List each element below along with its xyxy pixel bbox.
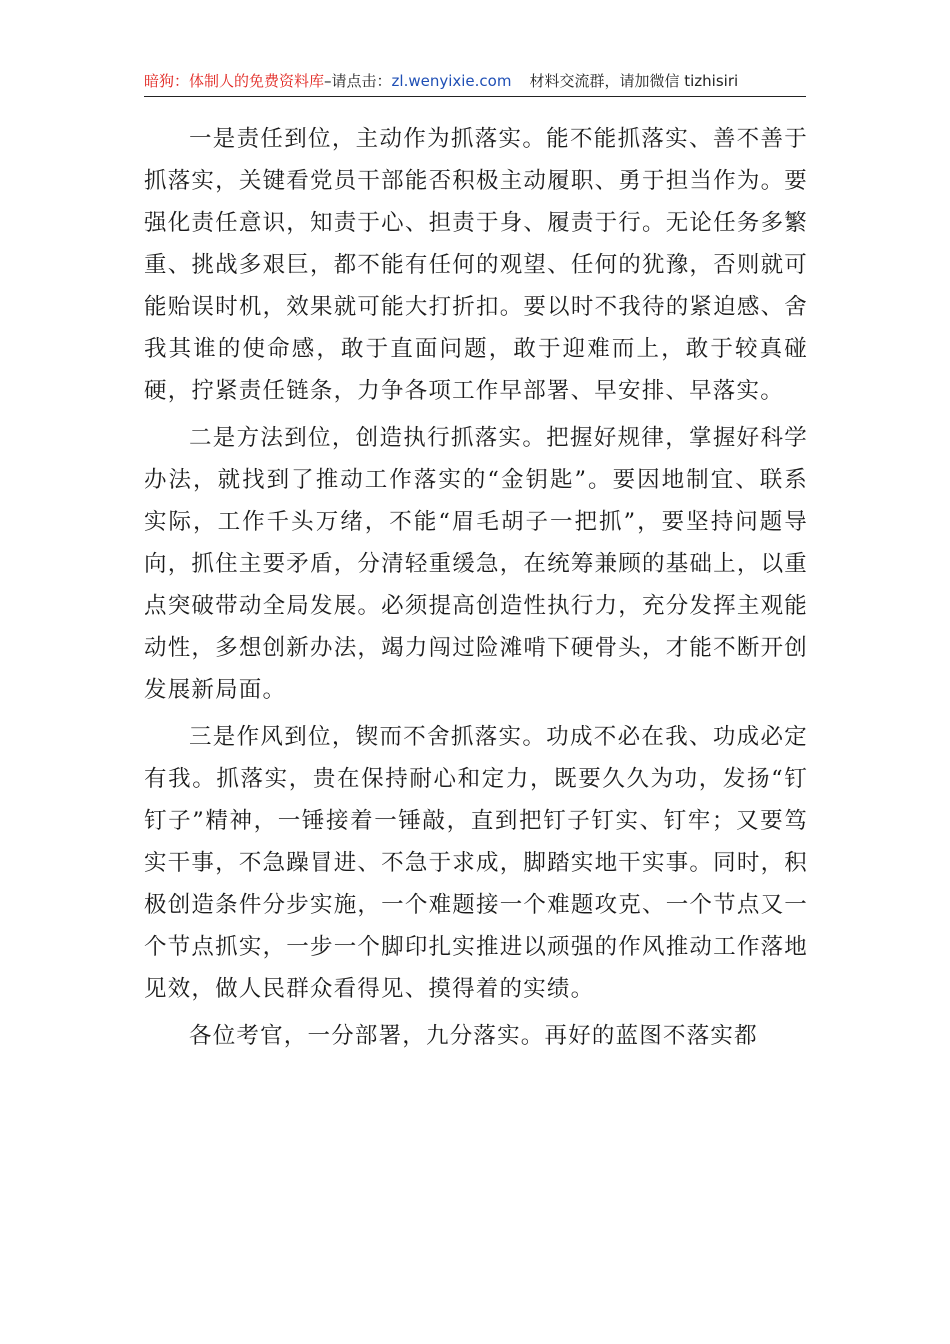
header-contact: 材料交流群，请加微信 tizhisiri: [529, 72, 739, 90]
paragraph: 各位考官，一分部署，九分落实。再好的蓝图不落实都: [189, 1023, 758, 1049]
paragraph: 一是责任到位，主动作为抓落实。能不能抓落实、善不善于抓落实，关键看党员干部能否积极主动履职、勇于担当作为。要强化责任意识，知责于心、担责于身、履责于行。无论任务多繁重、挑战多艰巨，都不能有任何的观望、任何的犹豫，否则就可能贻误时机，效果就可能大打折扣。要以时不我待的紧迫感、舍我其谁的使命感，敢于直面问题，敢于迎难而上，敢于较真碰硬，拧紧责任链条，力争各项工作早部署、早安排、早落实。: [144, 126, 808, 404]
page-header: [144, 66, 806, 97]
header-brand: 暗狗：体制人的免费资料库: [144, 72, 325, 90]
paragraph: 二是方法到位，创造执行抓落实。把握好规律，掌握好科学办法，就找到了推动工作落实的“金钥匙”。要因地制宜、联系实际，工作千头万绪，不能“眉毛胡子一把抓”，要坚持问题导向，抓住主要矛盾，分清轻重缓急，在统筹兼顾的基础上，以重点突破带动全局发展。必须提高创造性执行力，充分发挥主观能动性，多想创新办法，竭力闯过险滩啃下硬骨头，才能不断开创发展新局面。: [144, 425, 808, 703]
header-prompt: –请点击：: [324, 72, 392, 90]
paragraph: 三是作风到位，锲而不舍抓落实。功成不必在我、功成必定有我。抓落实，贵在保持耐心和定力，既要久久为功，发扬“钉钉子”精神，一锤接着一锤敲，直到把钉子钉实、钉牢；又要笃实干事，不急躁冒进、不急于求成，脚踏实地干实事。同时，积极创造条件分步实施，一个难题接一个难题攻克、一个节点又一个节点抓实，一步一个脚印扎实推进以顽强的作风推动工作落地见效，做人民群众看得见、摸得着的实绩。: [144, 724, 808, 1002]
document-body: [144, 118, 808, 1062]
header-url-link[interactable]: zl.wenyixie.com: [391, 72, 512, 90]
